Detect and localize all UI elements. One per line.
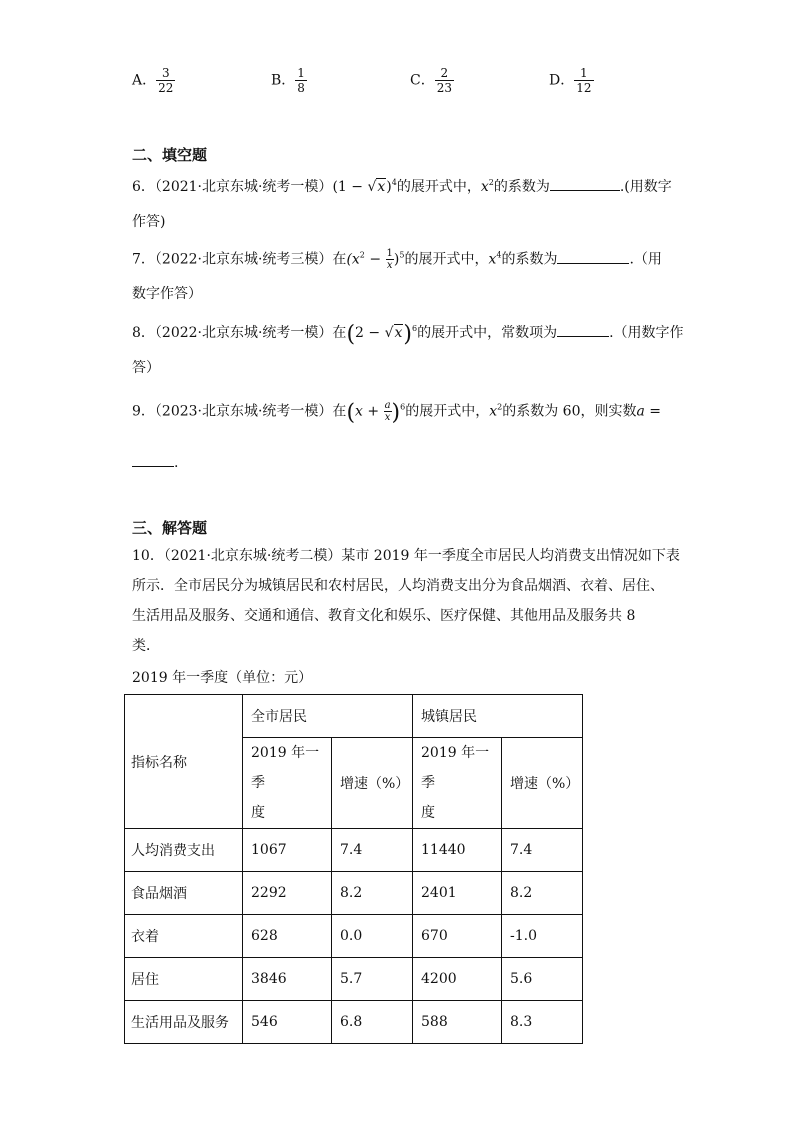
option-a-fraction	[156, 66, 175, 95]
q10-line1: 10．（2021·北京东城·统考二模）某市 2019 年一季度全市居民人均消费支出情况如下表	[132, 548, 680, 564]
table-cell-v1: 3846	[243, 958, 332, 1001]
q9-eq: =	[644, 403, 662, 420]
q7-line2: 数字作答）	[132, 286, 202, 302]
table-cell-name: 衣着	[125, 915, 243, 958]
q7-after: .（用	[629, 251, 662, 268]
q6-answer-blank[interactable]	[550, 176, 620, 191]
q7-var-exp: 4	[496, 250, 502, 260]
q9-a: a	[636, 403, 645, 420]
option-a-den: 22	[158, 81, 174, 95]
header-index-name: 指标名称	[125, 695, 243, 829]
option-d-den: 12	[576, 81, 592, 95]
q10-line4: 类．	[132, 638, 160, 654]
table-cell-name: 食品烟酒	[125, 872, 243, 915]
q9-var: x	[489, 403, 498, 420]
table-caption: 2019 年一季度（单位：元）	[132, 670, 313, 686]
table-cell-name: 居住	[125, 958, 243, 1001]
q6-var-exp: 2	[488, 178, 494, 187]
table-cell-r1: 6.8	[332, 1001, 413, 1044]
subheader-value-2	[413, 738, 502, 829]
question-6	[132, 176, 672, 197]
option-c-den: 23	[436, 81, 452, 95]
q9-answer-blank[interactable]	[132, 452, 174, 467]
q9-tail: 的系数为 60，则实数	[502, 403, 637, 420]
option-d-label: D．	[549, 72, 575, 89]
q7-expr-a: (x	[346, 251, 360, 268]
option-c	[410, 66, 454, 95]
table-cell-name: 生活用品及服务	[125, 1001, 243, 1044]
q6-tail: 的系数为	[493, 179, 550, 195]
subheader-value-1	[243, 738, 332, 829]
q7-prefix: 7．（2022·北京东城·统考三模）在	[132, 251, 347, 268]
table-cell-v1: 628	[243, 915, 332, 958]
q7-frac-den: x	[386, 260, 393, 271]
q8-after: .（用数字作	[609, 325, 684, 341]
q8-mid: 的展开式中，常数项为	[417, 325, 558, 341]
q6-expr-right: )	[386, 179, 392, 195]
q8-exponent: 6	[412, 324, 418, 333]
table-cell-r2: -1.0	[502, 915, 583, 958]
q8-line2: 答）	[132, 360, 160, 376]
q7-var: x	[488, 251, 497, 268]
question-9	[132, 400, 661, 424]
q9-frac-num: a	[384, 400, 391, 411]
table-row	[125, 1001, 583, 1044]
q7-expr-a-exp: 2	[359, 250, 365, 260]
table-cell-v2: 11440	[413, 829, 502, 872]
section-title-fill-in: 二、填空题	[132, 146, 208, 164]
subheader-value-2-line1: 2019 年一季	[421, 745, 490, 791]
table-cell-v1: 546	[243, 1001, 332, 1044]
sqrt-icon: √	[367, 179, 377, 195]
table-body	[125, 829, 583, 1044]
subheader-value-1-line2: 度	[251, 805, 265, 821]
option-b-label: B．	[271, 72, 296, 89]
q8-two-minus: 2 −	[355, 325, 385, 341]
q10-line2: 所示．全市居民分为城镇居民和农村居民，人均消费支出分为食品烟酒、衣着、居住、	[132, 578, 664, 594]
table-row	[125, 958, 583, 1001]
subheader-value-2-line2: 度	[421, 805, 435, 821]
table-cell-r1: 7.4	[332, 829, 413, 872]
option-b-den: 8	[297, 81, 305, 95]
table-cell-r2: 8.2	[502, 872, 583, 915]
option-d-fraction	[574, 66, 593, 95]
q9-x: x	[355, 403, 363, 420]
q8-paren-close: )	[403, 322, 412, 347]
table-cell-v2: 2401	[413, 872, 502, 915]
table-header-row-1	[125, 695, 583, 738]
table-cell-r1: 5.7	[332, 958, 413, 1001]
q7-expr-close: )	[393, 251, 400, 268]
q9-paren-open: (	[346, 400, 356, 426]
option-d	[549, 66, 594, 95]
q9-after: .	[174, 455, 179, 471]
question-7	[132, 248, 662, 271]
table-row	[125, 915, 583, 958]
table-row	[125, 872, 583, 915]
option-a-label: A．	[132, 72, 157, 89]
table-cell-v1: 1067	[243, 829, 332, 872]
q9-plus: +	[362, 403, 384, 420]
option-d-num: 1	[574, 66, 593, 81]
q7-answer-blank[interactable]	[557, 249, 629, 264]
consumption-table	[124, 694, 583, 1044]
q9-mid: 的展开式中，	[405, 403, 490, 420]
q8-paren-open: (	[346, 322, 356, 347]
table-cell-r2: 5.6	[502, 958, 583, 1001]
q6-line2: 作答)	[132, 214, 166, 230]
q7-fraction	[386, 248, 394, 271]
q10-line3: 生活用品及服务、交通和通信、教育文化和娱乐、医疗保健、其他用品及服务共 8	[132, 608, 636, 624]
table-cell-r2: 7.4	[502, 829, 583, 872]
q9-exponent: 6	[400, 402, 406, 412]
subheader-rate-2: 增速（%）	[502, 738, 583, 829]
q6-sqrt-x: x	[377, 179, 386, 195]
q9-var-exp: 2	[497, 402, 503, 412]
section-title-answer: 三、解答题	[132, 519, 208, 537]
table-cell-r2: 8.3	[502, 1001, 583, 1044]
subheader-rate-1: 增速（%）	[332, 738, 413, 829]
q6-expr-left: (1 −	[332, 179, 368, 195]
option-a-num: 3	[156, 66, 175, 81]
table-cell-v2: 4200	[413, 958, 502, 1001]
header-urban-residents: 城镇居民	[413, 695, 583, 738]
table-cell-r1: 8.2	[332, 872, 413, 915]
q6-exponent: 4	[391, 178, 397, 187]
subheader-value-1-line1: 2019 年一季	[251, 745, 320, 791]
table-row	[125, 829, 583, 872]
option-b	[271, 66, 307, 95]
q9-frac-den: x	[384, 412, 391, 423]
q9-prefix: 9．（2023·北京东城·统考一模）在	[132, 403, 347, 420]
q7-mid: 的展开式中，	[404, 251, 489, 268]
q8-answer-blank[interactable]	[557, 322, 609, 337]
option-c-num: 2	[435, 66, 454, 81]
q9-paren-close: )	[391, 400, 401, 426]
q9-line2	[132, 452, 178, 473]
option-b-num: 1	[297, 66, 305, 80]
table-cell-v2: 588	[413, 1001, 502, 1044]
q9-fraction	[384, 400, 392, 423]
table-cell-v2: 670	[413, 915, 502, 958]
option-a	[132, 66, 175, 95]
question-8	[132, 322, 684, 345]
option-c-fraction	[435, 66, 454, 95]
q7-minus: −	[364, 251, 386, 268]
q7-frac-num: 1	[386, 248, 393, 259]
sqrt-icon: √	[384, 325, 394, 341]
q6-mid: 的展开式中，	[396, 179, 481, 195]
option-b-fraction	[295, 66, 307, 95]
q6-prefix: 6．（2021·北京东城·统考一模）	[132, 179, 333, 195]
header-city-residents: 全市居民	[243, 695, 413, 738]
option-c-label: C．	[410, 72, 435, 89]
q6-var: x	[480, 179, 489, 195]
q8-sqrt-x: x	[394, 325, 403, 341]
q6-after: .(用数字	[619, 179, 672, 195]
q7-tail: 的系数为	[501, 251, 558, 268]
q7-exponent: 5	[399, 250, 405, 260]
q8-prefix: 8．（2022·北京东城·统考一模）在	[132, 325, 347, 341]
table-cell-r1: 0.0	[332, 915, 413, 958]
table-cell-v1: 2292	[243, 872, 332, 915]
table-cell-name: 人均消费支出	[125, 829, 243, 872]
